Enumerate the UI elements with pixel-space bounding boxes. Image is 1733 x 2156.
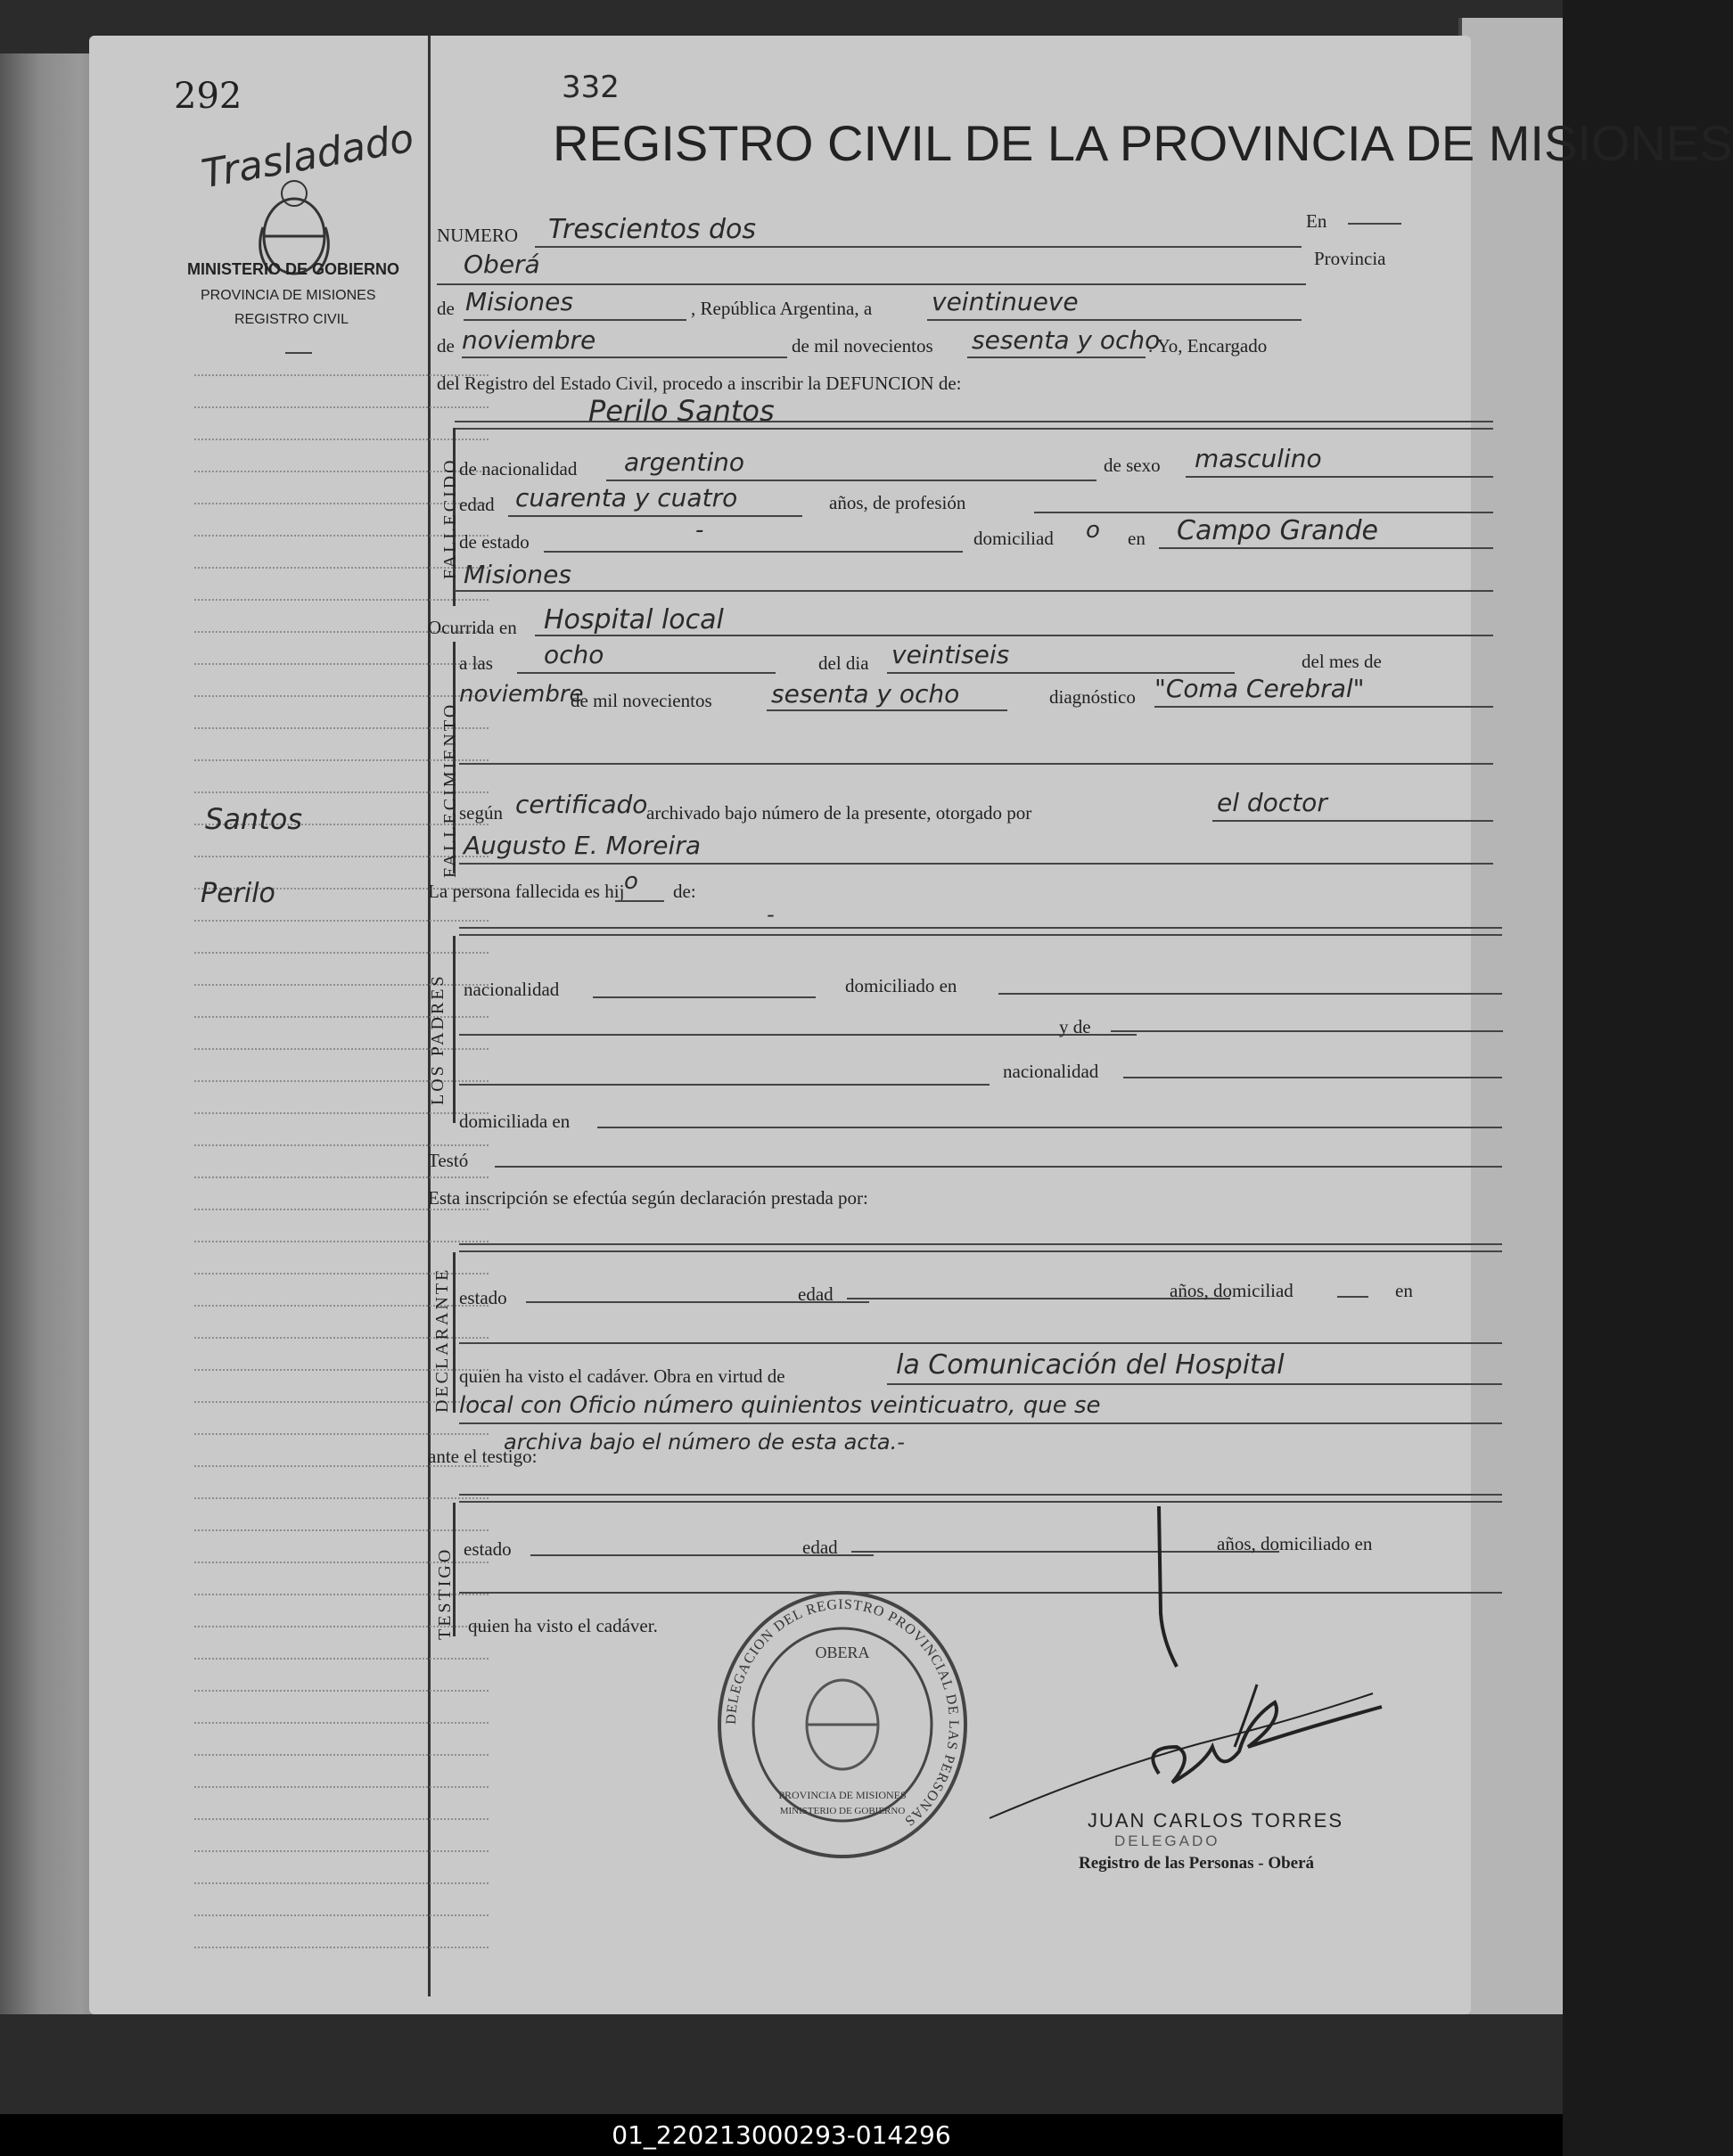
section-padres: LOS PADRES xyxy=(428,973,448,1105)
margin-ruled-line xyxy=(194,1144,489,1147)
doctor-name: Augusto E. Moreira xyxy=(464,831,701,860)
obra-line-3: archiva bajo el número de esta acta.- xyxy=(504,1430,905,1455)
margin-ruled-line xyxy=(194,439,489,441)
margin-ruled-line xyxy=(194,1786,489,1789)
section-fallecimiento: FALLECIMIENTO xyxy=(440,701,460,878)
margin-ruled-line xyxy=(194,1658,489,1660)
mes-value: noviembre xyxy=(462,325,596,355)
margin-given-name: Perilo xyxy=(201,878,275,909)
margin-note: Trasladado xyxy=(198,115,417,198)
section-testigo: TESTIGO xyxy=(435,1546,455,1640)
provincia-value: Misiones xyxy=(465,287,573,316)
folio-number: 292 xyxy=(174,76,242,117)
dia-fallecimiento: veintiseis xyxy=(891,640,1010,669)
margin-ruled-line xyxy=(194,599,489,602)
margin-ruled-line xyxy=(194,1241,489,1243)
margin-ruled-line xyxy=(194,1914,489,1917)
province-label: PROVINCIA DE MISIONES xyxy=(201,288,376,303)
numero-label: NUMERO xyxy=(437,225,519,246)
lugar-value: Oberá xyxy=(464,250,540,279)
anio-fallecimiento: sesenta y ocho xyxy=(771,679,960,709)
registry-label: REGISTRO CIVIL xyxy=(234,312,349,327)
hora-value: ocho xyxy=(544,640,604,669)
ministry-label: MINISTERIO DE GOBIERNO xyxy=(187,260,400,278)
margin-ruled-line xyxy=(194,1497,489,1500)
official-seal-icon xyxy=(713,1586,972,1863)
deceased-name: Perilo Santos xyxy=(588,394,775,428)
margin-ruled-line xyxy=(194,1722,489,1725)
certificado-value: certificado xyxy=(515,790,648,819)
margin-ruled-line xyxy=(194,1947,489,1949)
seal-city: OBERA xyxy=(815,1644,870,1661)
mes-fallecimiento: noviembre xyxy=(459,681,584,708)
registro-statement: del Registro del Estado Civil, procedo a inscribir la DEFUNCION de: xyxy=(437,373,962,394)
acta-number: 332 xyxy=(562,70,620,105)
anio-value: sesenta y ocho xyxy=(972,325,1161,355)
margin-ruled-line xyxy=(194,1176,489,1179)
margin-ruled-line xyxy=(194,1529,489,1532)
seal-ministry: MINISTERIO DE GOBIERNO xyxy=(779,1806,906,1816)
ocurrida-value: Hospital local xyxy=(544,604,724,635)
signer-name: JUAN CARLOS TORRES xyxy=(1088,1809,1344,1832)
seal-ring-text: DELEGACION DEL REGISTRO PROVINCIAL DE LAS PERSONAS xyxy=(723,1596,962,1830)
section-fallecido: FALLECIDO xyxy=(440,457,460,579)
margin-ruled-line xyxy=(194,663,489,666)
signer-title: DELEGADO xyxy=(1114,1832,1220,1849)
margin-ruled-line xyxy=(194,1882,489,1885)
next-page-edge xyxy=(1462,18,1563,2014)
margin-ruled-line xyxy=(194,1112,489,1115)
margin-ruled-line xyxy=(194,1754,489,1757)
margin-ruled-line xyxy=(194,1433,489,1436)
dia-value: veintinueve xyxy=(932,287,1079,316)
margin-ruled-line xyxy=(194,1850,489,1853)
margin-ruled-line xyxy=(194,920,489,922)
margin-ruled-line xyxy=(194,1818,489,1821)
edad-value: cuarenta y cuatro xyxy=(515,483,738,512)
seal-province: PROVINCIA DE MISIONES xyxy=(778,1789,907,1801)
register-page: 292 332 Trasladado REGISTRO CIVIL DE LA PROVINCIA DE MISIONES MINISTERIO DE GOBIERNO PROVINCIA DE MISIONES REGISTRO CIVIL Santos Perilo NUMERO Trescientos dos En Oberá Provincia de Misiones , República Argentina, a veintinueve de noviembre de mil novecientos sesenta y ocho . Yo, Encargado del Registro del Estado Civil, procedo a inscribir la DEFUNCION de: Perilo Santos FALLECIDO de nacionalidad argentino de sexo masculino edad cuarenta y cuatro años, de profesión de estado - domiciliad o en Campo Grande Misiones Ocurrida en Hospital local FALLECIMIENTO a las ocho del dia veintiseis del mes de noviembre de mil novecientos sesenta y ocho diagnóstico "Coma Cerebral" según certificado archivado bajo número de la presente, otorgado por el doctor Augusto E. Moreira La persona fallecida es hij o de: - LOS PADRES nacionalidad domiciliado en y de nacionalidad domiciliada en Testó Esta inscripción se efectúa según declaración prestada por: DECLARANTE estado edad años, domiciliad en quien ha visto el cadáver. Obra en virtud de la Comunicación del Hospital local con Oficio número quinientos veinticuatro, que se archiva bajo el número de esta acta.- ante el testigo: TESTIGO estado edad años, domiciliado en quien ha visto el cadáver. DELEGACION DEL REGISTRO PROVINCIAL DE LAS PERSONAS OBERA PROVINCIA DE MISIONES MINISTERIO DE GOBIERNO JUAN CARLOS TORRES DELEGADO Registro de las Personas - Oberá xyxy=(89,36,1471,2014)
margin-ruled-line xyxy=(194,1690,489,1693)
numero-value: Trescientos dos xyxy=(548,214,757,245)
margin-surname: Santos xyxy=(205,802,302,836)
obra-line-1: la Comunicación del Hospital xyxy=(896,1349,1285,1381)
nacionalidad-value: argentino xyxy=(624,447,745,477)
inscripcion-statement: Esta inscripción se efectúa según declaración prestada por: xyxy=(428,1187,868,1209)
image-id-footer: 01_220213000293-014296 xyxy=(0,2114,1563,2156)
margin-ruled-line xyxy=(194,952,489,955)
obra-line-2: local con Oficio número quinientos veinticuatro, que se xyxy=(459,1392,1101,1419)
signer-office: Registro de las Personas - Oberá xyxy=(1079,1854,1315,1873)
sexo-value: masculino xyxy=(1195,444,1322,473)
diagnostico-value: "Coma Cerebral" xyxy=(1154,674,1365,703)
page-title: REGISTRO CIVIL DE LA PROVINCIA DE MISIONES xyxy=(553,115,1733,171)
margin-ruled-line xyxy=(194,695,489,698)
domicilio-value: Campo Grande xyxy=(1177,515,1378,546)
domicilio-provincia: Misiones xyxy=(464,560,571,589)
margin-ruled-line xyxy=(194,406,489,409)
section-declarante: DECLARANTE xyxy=(432,1267,452,1413)
